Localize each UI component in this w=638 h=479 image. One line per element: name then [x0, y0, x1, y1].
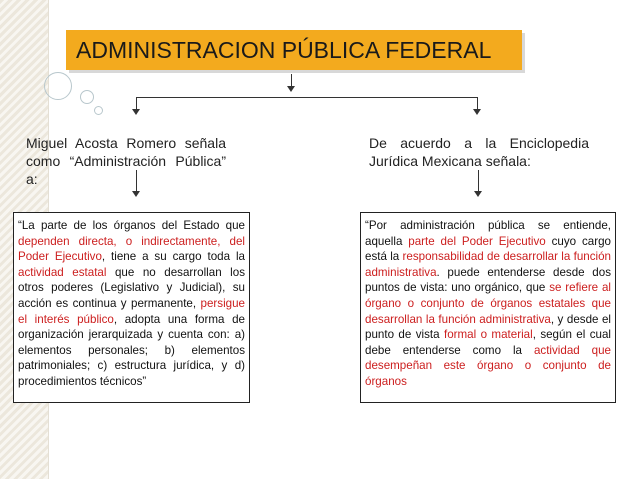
- highlighted-phrase: formal o material: [443, 328, 533, 342]
- page-title: ADMINISTRACION PÚBLICA FEDERAL: [66, 30, 522, 70]
- connector-left-mid-arrow: [132, 191, 140, 197]
- decorative-ring-tiny: [94, 106, 103, 115]
- connector-right-mid: [478, 170, 479, 192]
- quote-text: , adopta una forma de organización jerarquizada y cuenta con: a) elementos personales; b) elementos patrimoniales; c) estructura jurídica, y d) procedimientos técnicos”: [18, 312, 245, 388]
- decorative-ring-large: [44, 72, 72, 100]
- quote-text: , y desde el punto de vista: [365, 312, 611, 342]
- highlighted-phrase: parte del Poder Ejecutivo: [408, 234, 546, 248]
- connector-top-arrow: [287, 86, 295, 92]
- right-definition-box: [360, 212, 616, 403]
- quote-text: , tiene a su cargo toda la: [101, 250, 245, 264]
- highlighted-phrase: actividad estatal: [18, 265, 107, 279]
- quote-text: que no desarrollan los otros poderes (Legislativo y Judicial), su acción es continua y permanente,: [18, 265, 245, 310]
- quote-text: “La parte de los órganos del Estado que: [18, 219, 245, 232]
- quote-text: . puede entenderse desde dos puntos de vista: uno orgánico, que: [365, 265, 611, 295]
- connector-left-arrow: [132, 109, 140, 115]
- quote-text: “Por administración pública se entiende, aquella: [365, 219, 611, 248]
- connector-right-arrow: [473, 109, 481, 115]
- quote-text: cuyo cargo está la: [365, 234, 611, 264]
- connector-right-mid-arrow: [474, 191, 482, 197]
- left-author-label: Miguel Acosta Romero señala como “Administración Pública” a:: [26, 135, 226, 187]
- highlighted-phrase: persigue el interés público: [18, 296, 245, 326]
- right-source-label: De acuerdo a la Enciclopedia Jurídica Mexicana señala:: [369, 135, 589, 169]
- highlighted-phrase: se refiere al órgano o conjunto de órganos estatales que desarrollan la función administrativa: [365, 281, 611, 326]
- quote-text: , según el cual debe entenderse como la: [365, 328, 612, 357]
- highlighted-phrase: responsabilidad de desarrollar la función administrativa: [365, 250, 611, 279]
- highlighted-phrase: actividad que desempeñan este órgano o conjunto de órganos: [365, 343, 611, 388]
- highlighted-phrase: dependen directa, o indirectamente, del Poder Ejecutivo: [18, 234, 245, 264]
- decorative-ring-small: [80, 90, 94, 104]
- connector-horizontal: [136, 97, 477, 98]
- left-definition-box: [13, 212, 250, 403]
